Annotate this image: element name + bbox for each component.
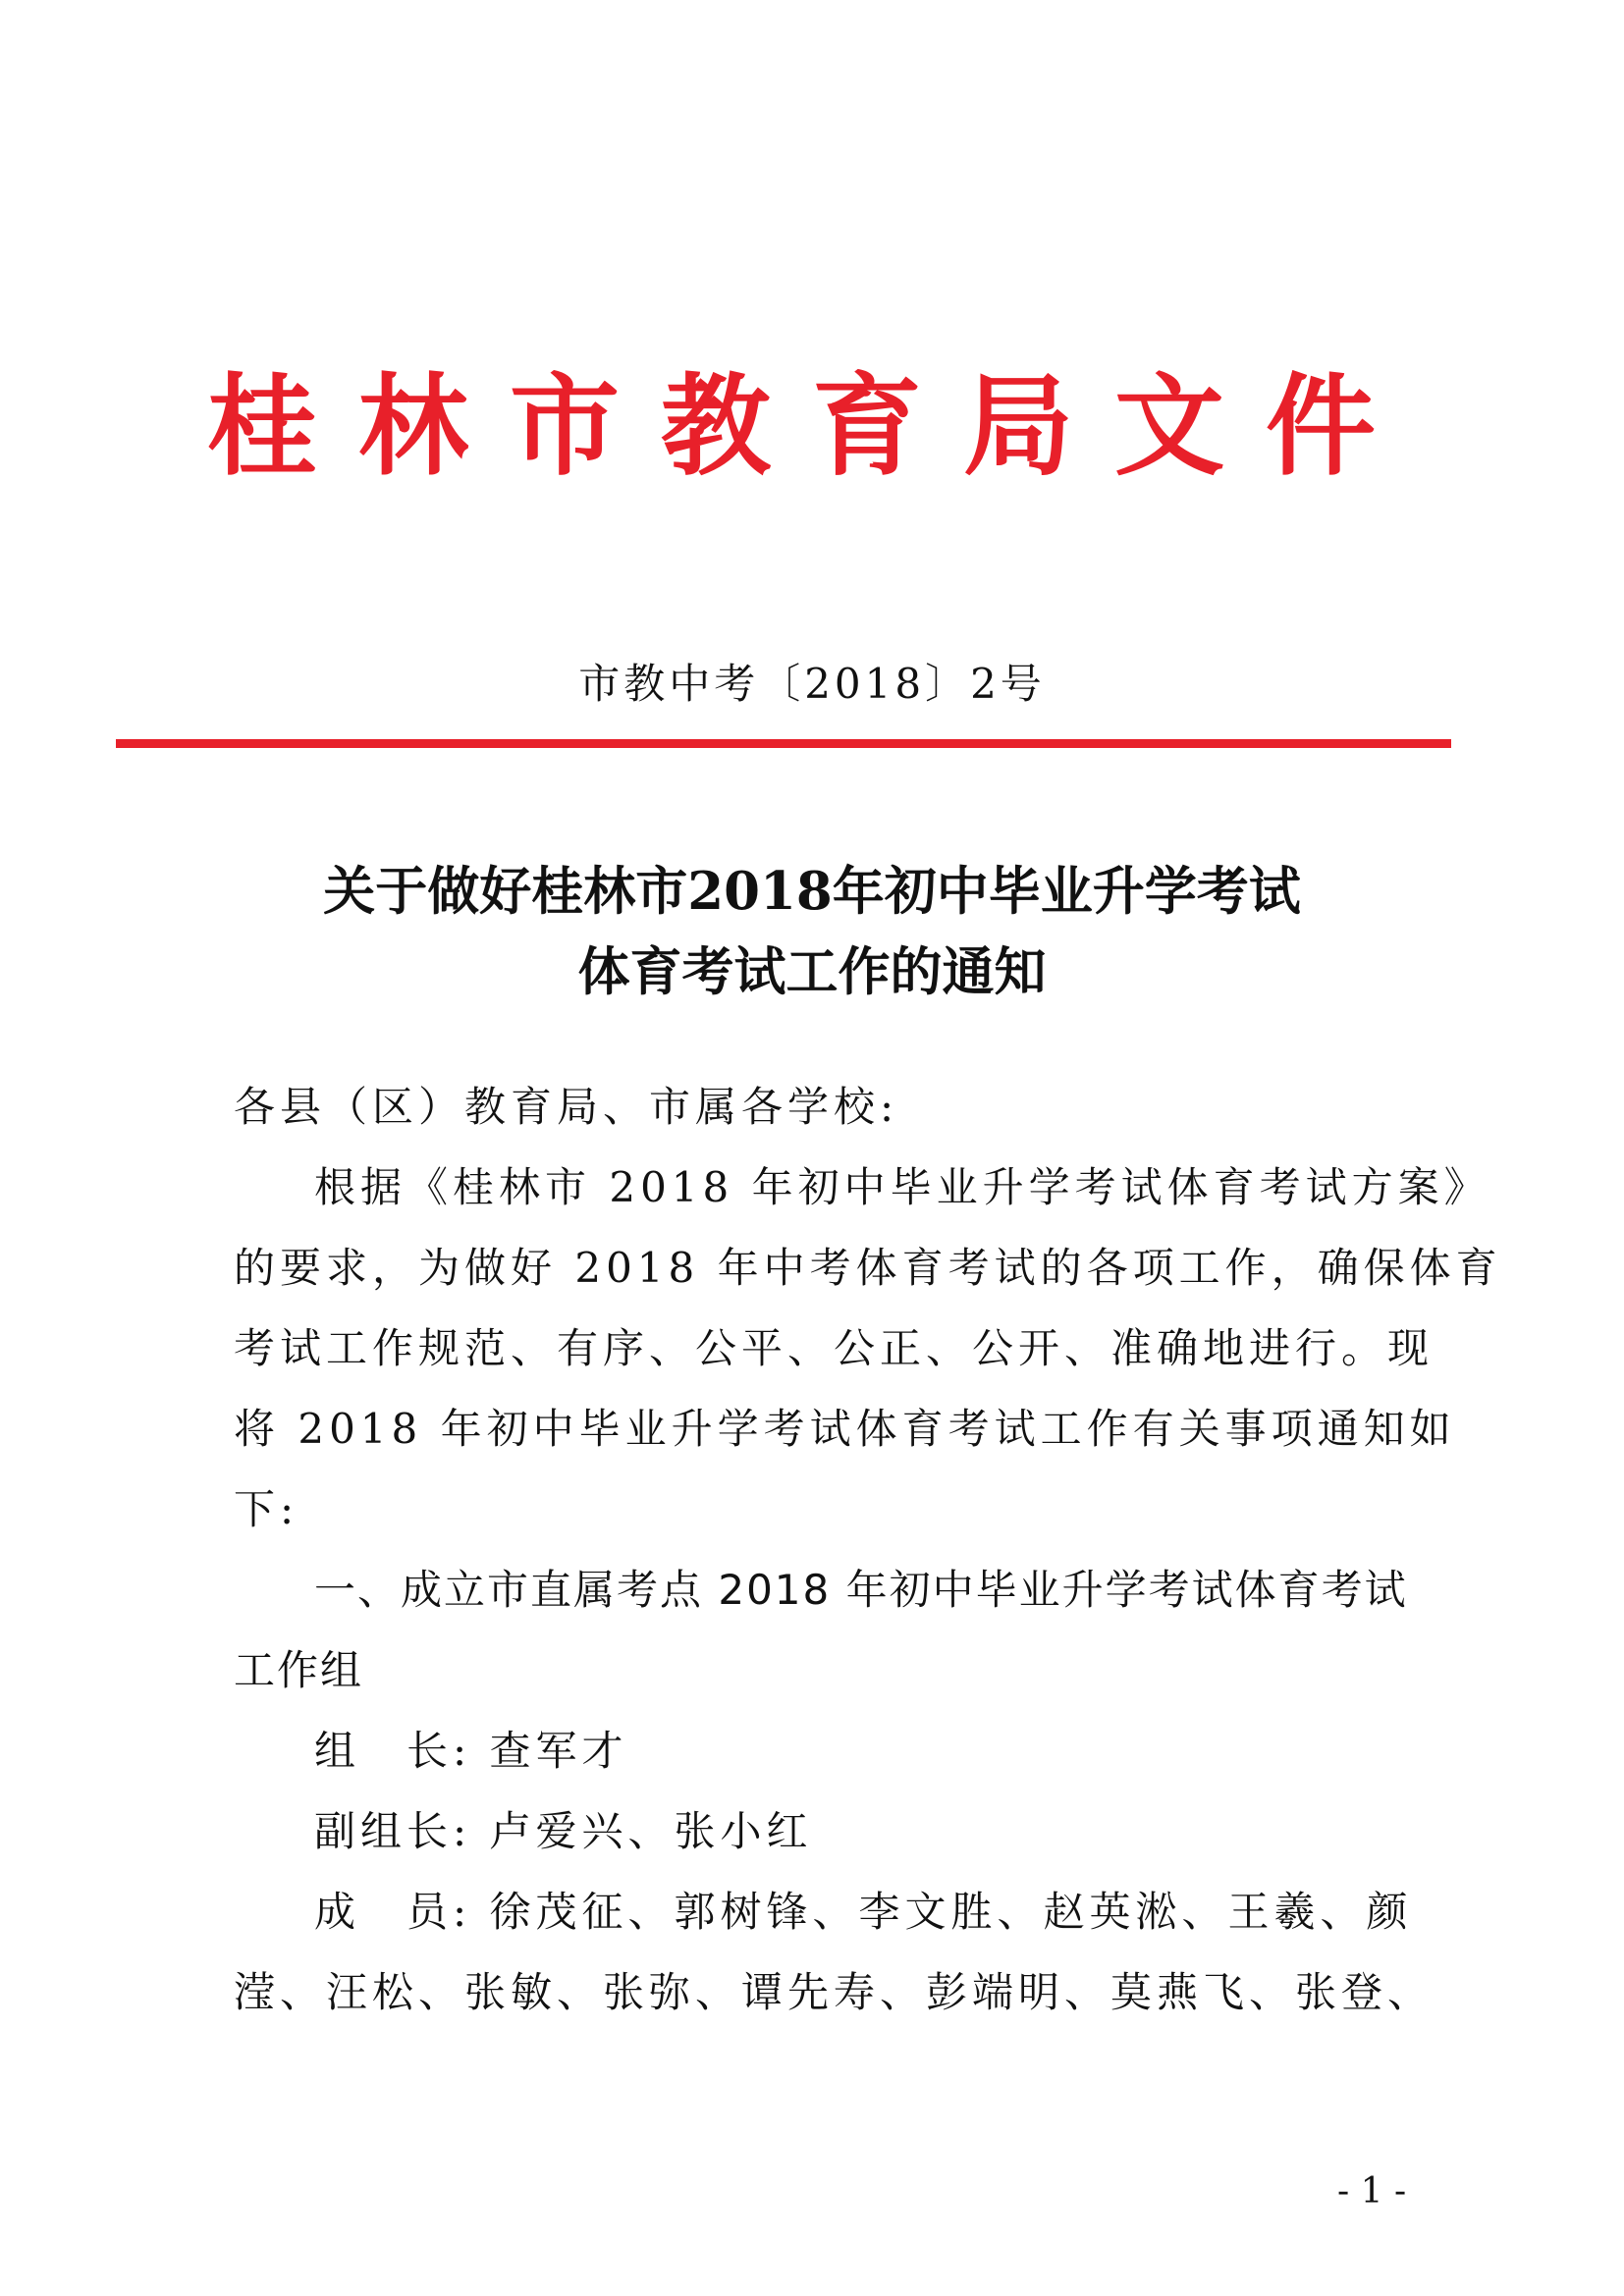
paragraph-line: 根据《桂林市 2018 年初中毕业升学考试体育考试方案》 bbox=[314, 1163, 1490, 1211]
members-line: 成 员: 徐茂征、郭树锋、李文胜、赵英淞、王羲、颜 bbox=[314, 1888, 1413, 1936]
salutation: 各县（区）教育局、市属各学校: bbox=[234, 1083, 899, 1131]
document-title-line-2: 体育考试工作的通知 bbox=[577, 941, 1047, 1002]
deputy-group-leader: 副组长: 卢爱兴、张小红 bbox=[314, 1807, 813, 1855]
page-number: - 1 - bbox=[1337, 2171, 1407, 2212]
paragraph-line: 考试工作规范、有序、公平、公正、公开、准确地进行。现 bbox=[234, 1324, 1435, 1372]
members-line: 滢、汪松、张敏、张弥、谭先寿、彭端明、莫燕飞、张登、 bbox=[234, 1968, 1435, 2016]
document-title-line-1: 关于做好桂林市2018年初中毕业升学考试 bbox=[323, 861, 1301, 922]
paragraph-line: 的要求，为做好 2018 年中考体育考试的各项工作，确保体育 bbox=[234, 1244, 1502, 1292]
document-number: 市教中考〔2018〕2号 bbox=[578, 660, 1046, 708]
paragraph-line: 将 2018 年初中毕业升学考试体育考试工作有关事项通知如 bbox=[234, 1405, 1456, 1453]
issuer-header: 桂林市教育局文件 bbox=[207, 363, 1417, 491]
red-divider-line bbox=[116, 739, 1451, 748]
section-heading-line: 一、成立市直属考点 2018 年初中毕业升学考试体育考试 bbox=[314, 1566, 1408, 1614]
section-heading-line: 工作组 bbox=[234, 1646, 364, 1694]
paragraph-line: 下: bbox=[234, 1485, 299, 1533]
group-leader: 组 长: 查军才 bbox=[314, 1727, 628, 1775]
